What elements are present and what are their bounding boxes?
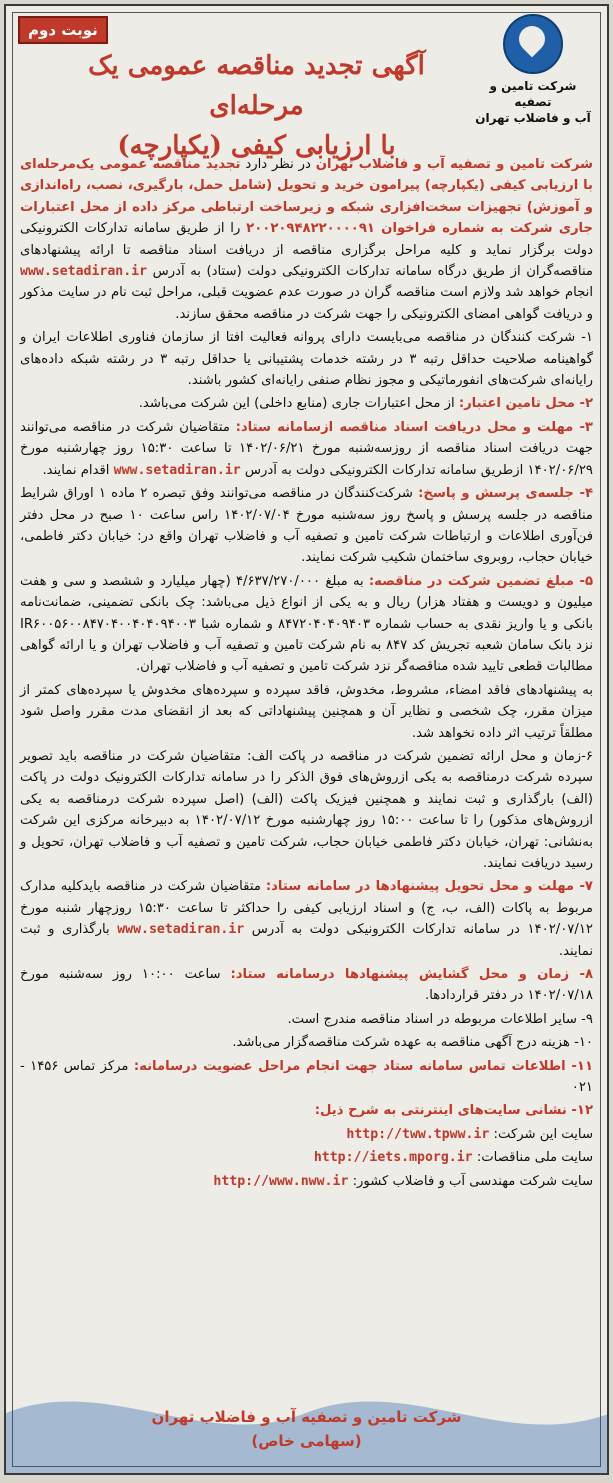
water-drop-icon: [503, 14, 563, 74]
item-12: ۱۲- نشانی سایت‌های اینترنتی به شرح ذیل:: [314, 1103, 593, 1119]
item-1: ۱- شرکت کنندگان در مناقصه می‌بایست دارای پروانه فعالیت افتا از سازمان فناوری اطلاعات ایران و گواهینامه صلاحیت حداقل رتبه ۳ در رشته خدمات پشتیبانی یا حداقل رتبه ۳ در رشته شبکه داده‌های رایانه‌ای شرکت‌های انفورماتیکی و مجوز نظام صنفی رایانه‌ای کشور باشند.: [20, 330, 593, 389]
edition-badge: نوبت دوم: [18, 16, 108, 44]
footer-company: شرکت تامین و تصفیه آب و فاضلاب تهران: [151, 1408, 462, 1426]
advertisement-page: [4, 4, 609, 1475]
item-5-note: به پیشنهادهای فاقد امضاء، مشروط، مخدوش، فاقد سپرده و سپرده‌های مخدوش یا سپرده‌های کمتر از میزان مقرر، چک شخصی و نظایر آن و همچنین پیشنهاداتی که بعد از انقضای مدت مقرر واصل شود مطلقاً ترتیب اثر داده نخواهد شد.: [20, 682, 593, 741]
site-row: سایت این شرکت: http://tww.tpww.ir: [346, 1126, 593, 1142]
logo-company-name: شرکت تامین و تصفیه آب و فاضلاب تهران: [475, 79, 591, 126]
item-11: ۱۱- اطلاعات تماس سامانه ستاد جهت انجام مراحل عضویت درسامانه: مرکز تماس ۱۴۵۶ - ۰۲۱: [20, 1058, 593, 1096]
title-line-2: با ارزیابی کیفی (یکپارچه): [117, 131, 396, 161]
setad-link[interactable]: www.setadiran.ir: [20, 264, 148, 280]
site-link[interactable]: http://tww.tpww.ir: [346, 1126, 490, 1142]
ad-body: [20, 154, 593, 1194]
item-7: ۷- مهلت و محل تحویل پیشنهادها در سامانه ستاد: متقاضیان شرکت در مناقصه بایدکلیه مدارک مربوط به پاکات (الف، ب، ج) و اسناد ارزیابی کیفی را حداکثر تا ساعت ۱۵:۳۰ روزچهار شنبه مورخ ۱۴۰۲/۰۷/۱۲ در سامانه تدارکات الکترونیکی دولت به آدرس www.setadiran.ir بارگذاری و ثبت نمایند.: [20, 879, 594, 959]
site-link[interactable]: http://www.nww.ir: [213, 1173, 349, 1189]
item-2: ۲- محل تامین اعتبار: از محل اعتبارات جاری (منابع داخلی) این شرکت می‌باشد.: [138, 396, 593, 412]
intro-paragraph: شرکت تامین و تصفیه آب و فاضلاب تهران در نظر دارد تجدید مناقصه عمومی یک‌مرحله‌ای با ارزیابی کیفی (یکپارچه) پیرامون خرید و تحویل (شامل حمل، بارگیری، نصب، راه‌اندازی و آموزش) تجهیزات سخت‌افزاری شبکه و زیرساخت ارتباطی مرکز داده از محل اعتبارات جاری شرکت به شماره فراخوان ۲۰۰۲۰۹۴۸۲۲۰۰۰۰۹۱ را از طریق سامانه تدارکات الکترونیکی دولت برگزار نماید و کلیه مراحل برگزاری مناقصه از دریافت اسناد مناقصه تا ارائه پیشنهادهای مناقصه‌گران از طریق درگاه سامانه تدارکات الکترونیکی دولت (ستاد) به آدرس www.setadiran.ir انجام خواهد شد ولازم است مناقصه گران در صورت عدم عضویت قبلی، مراحل ثبت نام در سایت مذکور و دریافت گواهی امضای الکترونیکی را جهت شرکت در مناقصه محقق سازند.: [20, 157, 593, 322]
item-8: ۸- زمان و محل گشایش پیشنهادها درسامانه ستاد: ساعت ۱۰:۰۰ روز سه‌شنبه مورخ ۱۴۰۲/۰۷/۱۸ در دفتر قراردادها.: [20, 967, 594, 1004]
item-9: ۹- سایر اطلاعات مربوطه در اسناد مناقصه مندرج است.: [287, 1011, 593, 1027]
item-6: ۶-زمان و محل ارائه تضمین شرکت در مناقصه در پاکت الف: متقاضیان شرکت در مناقصه باید تصویر سپرده شرکت درمناقصه به یکی ازروش‌های فوق الذکر را در سامانه تدارکات الکترونیک دولت در پاکت (الف) بارگذاری و ثبت نمایند و همچنین فیزیک پاکت (الف) (اصل سپرده شرکت درمناقصه به یکی ازروش‌های مذکور) را تا ساعت ۱۵:۰۰ روز چهارشنبه مورخ ۱۴۰۲/۰۷/۱۲ به دبیرخانه مرکزی این شرکت به‌نشانی: تهران، خیابان دکتر فاطمی خیابان حجاب، شرکت تامین و تصفیه آب و فاضلاب تهران، تحویل و رسید دریافت نمایند.: [20, 748, 593, 871]
site-link[interactable]: http://iets.mporg.ir: [313, 1150, 473, 1166]
item-10: ۱۰- هزینه درج آگهی مناقصه به عهده شرکت مناقصه‌گزار می‌باشد.: [232, 1035, 593, 1051]
ad-title: [46, 46, 467, 166]
setad-link[interactable]: www.setadiran.ir: [113, 462, 241, 478]
title-line-1: آگهی تجدید مناقصه عمومی یک مرحله‌ای: [88, 51, 425, 121]
setad-link[interactable]: www.setadiran.ir: [117, 922, 245, 938]
site-row: سایت شرکت مهندسی آب و فاضلاب کشور: http://www.nww.ir: [213, 1173, 593, 1189]
item-4: ۴- جلسه‌ی پرسش و پاسخ: شرکت‌کنندگان در مناقصه می‌توانند وفق تبصره ۲ ماده ۱ اوراق شرایط مناقصه در جلسه پرسش و پاسخ روز سه‌شنبه مورخ ۱۴۰۲/۰۷/۰۴ راس ساعت ۱۰ صبح در محل دفتر فن‌آوری اطلاعات و ارتباطات شرکت تامین و تصفیه آب و فاضلاب تهران واقع در: خیابان دکتر فاطمی، خیابان حجاب، روبروی ساختمان شکیب شرکت نمایند.: [20, 486, 594, 566]
signature-block: [20, 1405, 593, 1453]
site-row: سایت ملی مناقصات: http://iets.mporg.ir: [313, 1150, 593, 1166]
item-3: ۳- مهلت و محل دریافت اسناد مناقصه ازسامانه ستاد: متقاضیان شرکت در مناقصه می‌توانند جهت دریافت اسناد مناقصه از روزسه‌شنبه مورخ ۱۴۰۲/۰۶/۲۱ تا ساعت ۱۵:۳۰ روز چهارشنبه مورخ ۱۴۰۲/۰۶/۲۹ ازطریق سامانه تدارکات الکترونیکی دولت به آدرس www.setadiran.ir اقدام نمایند.: [20, 419, 593, 478]
company-logo: [473, 14, 593, 127]
item-5: ۵- مبلغ تضمین شرکت در مناقصه: به مبلغ ۴/۶۳۷/۲۷۰/۰۰۰ (چهار میلیارد و ششصد و سی و هفت میلیون و دویست و هفتاد هزار) ریال و به یکی از انواع ذیل می‌باشد: چک بانکی تضمینی، ضمانت‌نامه بانکی و یا واریز نقدی به حساب شماره ۸۴۷۲۰۴۰۴۰۹۴۰۳ و شماره شبا IR۶۰۰۵۶۰۰۸۴۷۰۴۰۰۴۰۴۰۹۴۰۰۳ نزد بانک سامان شعبه تجریش کد ۸۴۷ به نام شرکت تامین و تصفیه آب و فاضلاب تهران و یا ارائه گواهی مطالبات قطعی تایید شده مناقصه‌گر نزد شرکت تامین و تصفیه آب و فاضلاب تهران.: [20, 573, 594, 675]
footer-company-type: (سهامی خاص): [251, 1432, 362, 1450]
